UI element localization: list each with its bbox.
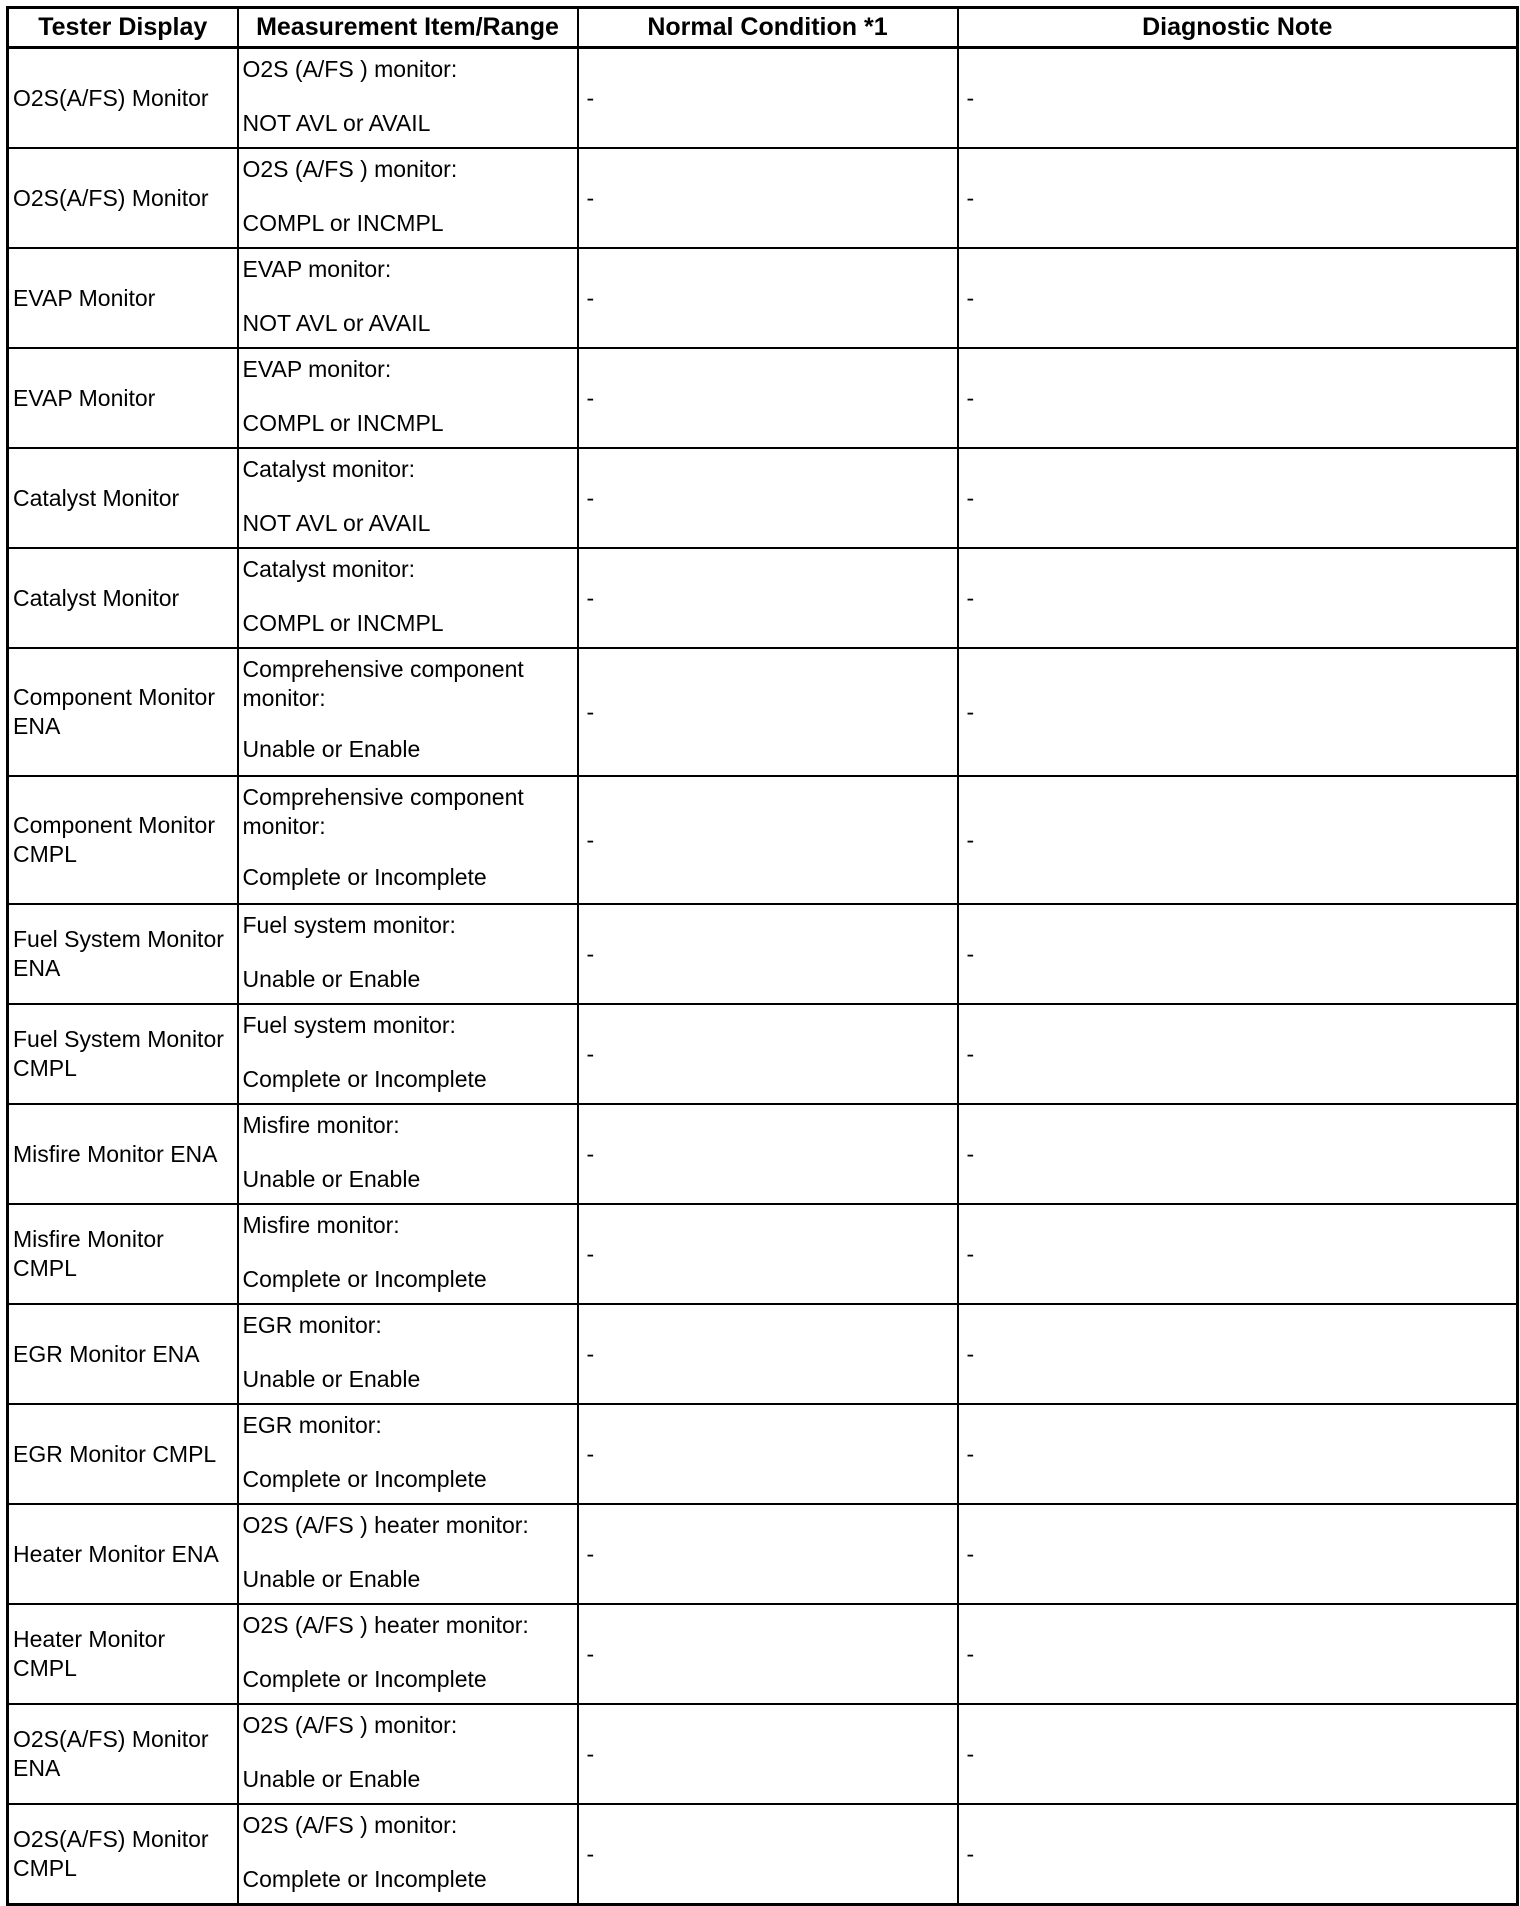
diagnostic-note-cell: - (958, 248, 1518, 348)
normal-condition-cell: - (578, 348, 958, 448)
measurement-cell (238, 1804, 578, 1905)
normal-condition-cell: - (578, 1704, 958, 1804)
header-measurement: Measurement Item/Range (238, 8, 578, 48)
measurement-item: Comprehensive component monitor: (242, 656, 524, 711)
diagnostic-note-cell: - (958, 1004, 1518, 1104)
table-row (8, 1604, 1518, 1704)
header-normal-condition: Normal Condition *1 (578, 8, 958, 48)
measurement-cell (238, 548, 578, 648)
measurement-cell (238, 148, 578, 248)
table-row (8, 148, 1518, 248)
tester-display-cell: Heater Monitor ENA (8, 1504, 238, 1604)
table-row (8, 1004, 1518, 1104)
table-row (8, 48, 1518, 149)
table-row (8, 1704, 1518, 1804)
diagnostic-note-cell: - (958, 1404, 1518, 1504)
table-row (8, 1104, 1518, 1204)
diagnostic-note-cell: - (958, 904, 1518, 1004)
tester-display-cell: Misfire Monitor ENA (8, 1104, 238, 1204)
diagnostic-note-cell: - (958, 348, 1518, 448)
tester-display-cell: O2S(A/FS) Monitor ENA (8, 1704, 238, 1804)
diagnostic-note-cell: - (958, 1504, 1518, 1604)
measurement-cell (238, 448, 578, 548)
table-row (8, 1204, 1518, 1304)
measurement-cell (238, 776, 578, 904)
measurement-cell (238, 1304, 578, 1404)
measurement-item: EVAP monitor: (242, 356, 392, 382)
tester-display-cell: EVAP Monitor (8, 248, 238, 348)
measurement-cell (238, 1104, 578, 1204)
measurement-cell (238, 1004, 578, 1104)
measurement-range: NOT AVL or AVAIL (242, 310, 431, 336)
table-row (8, 448, 1518, 548)
diagnostic-note-cell: - (958, 1204, 1518, 1304)
normal-condition-cell: - (578, 1204, 958, 1304)
measurement-cell (238, 248, 578, 348)
measurement-item: Catalyst monitor: (242, 456, 416, 482)
normal-condition-cell: - (578, 1104, 958, 1204)
table-row (8, 248, 1518, 348)
diagnostic-note-cell: - (958, 448, 1518, 548)
measurement-item: Fuel system monitor: (242, 1012, 456, 1038)
measurement-range: Unable or Enable (242, 1566, 421, 1592)
measurement-range: Complete or Incomplete (242, 1866, 487, 1892)
measurement-range: COMPL or INCMPL (242, 410, 444, 436)
measurement-range: Complete or Incomplete (242, 1666, 487, 1692)
diagnostic-note-cell: - (958, 1304, 1518, 1404)
measurement-item: EGR monitor: (242, 1312, 382, 1338)
measurement-cell (238, 1504, 578, 1604)
tester-display-cell: Catalyst Monitor (8, 448, 238, 548)
normal-condition-cell: - (578, 1404, 958, 1504)
measurement-range: Unable or Enable (242, 736, 421, 762)
measurement-item: O2S (A/FS ) heater monitor: (242, 1512, 529, 1538)
normal-condition-cell: - (578, 148, 958, 248)
header-tester-display: Tester Display (8, 8, 238, 48)
table-row (8, 776, 1518, 904)
measurement-range: Unable or Enable (242, 1166, 421, 1192)
table-row (8, 1304, 1518, 1404)
measurement-range: COMPL or INCMPL (242, 210, 444, 236)
normal-condition-cell: - (578, 1804, 958, 1905)
measurement-cell (238, 904, 578, 1004)
normal-condition-cell: - (578, 1504, 958, 1604)
measurement-item: Misfire monitor: (242, 1212, 400, 1238)
measurement-item: Comprehensive component monitor: (242, 784, 524, 839)
tester-display-cell: EVAP Monitor (8, 348, 238, 448)
table-row (8, 648, 1518, 776)
normal-condition-cell: - (578, 904, 958, 1004)
tester-display-cell: Component Monitor ENA (8, 648, 238, 776)
tester-display-table (6, 6, 1519, 1906)
tester-display-cell: O2S(A/FS) Monitor (8, 148, 238, 248)
normal-condition-cell: - (578, 548, 958, 648)
table-row (8, 904, 1518, 1004)
measurement-cell (238, 648, 578, 776)
table-header-row (8, 8, 1518, 48)
measurement-range: Unable or Enable (242, 1766, 421, 1792)
tester-display-cell: EGR Monitor CMPL (8, 1404, 238, 1504)
tester-display-cell: O2S(A/FS) Monitor CMPL (8, 1804, 238, 1905)
measurement-cell (238, 1704, 578, 1804)
measurement-item: EGR monitor: (242, 1412, 382, 1438)
measurement-range: Complete or Incomplete (242, 1466, 487, 1492)
tester-display-cell: Misfire Monitor CMPL (8, 1204, 238, 1304)
diagnostic-note-cell: - (958, 148, 1518, 248)
table-body (8, 48, 1518, 1905)
measurement-cell (238, 1404, 578, 1504)
normal-condition-cell: - (578, 648, 958, 776)
tester-display-cell: Fuel System Monitor ENA (8, 904, 238, 1004)
tester-display-cell: Component Monitor CMPL (8, 776, 238, 904)
tester-display-cell: Fuel System Monitor CMPL (8, 1004, 238, 1104)
measurement-range: NOT AVL or AVAIL (242, 510, 431, 536)
measurement-cell (238, 1204, 578, 1304)
measurement-item: Catalyst monitor: (242, 556, 416, 582)
measurement-item: EVAP monitor: (242, 256, 392, 282)
diagnostic-note-cell: - (958, 1704, 1518, 1804)
normal-condition-cell: - (578, 448, 958, 548)
normal-condition-cell: - (578, 776, 958, 904)
measurement-item: O2S (A/FS ) monitor: (242, 156, 458, 182)
measurement-range: Complete or Incomplete (242, 1066, 487, 1092)
table-row (8, 1804, 1518, 1905)
measurement-range: Unable or Enable (242, 1366, 421, 1392)
normal-condition-cell: - (578, 248, 958, 348)
tester-display-cell: Catalyst Monitor (8, 548, 238, 648)
measurement-cell (238, 348, 578, 448)
table-row (8, 1404, 1518, 1504)
diagnostic-note-cell: - (958, 648, 1518, 776)
table-row (8, 1504, 1518, 1604)
normal-condition-cell: - (578, 1604, 958, 1704)
measurement-cell (238, 1604, 578, 1704)
measurement-cell (238, 48, 578, 149)
diagnostic-note-cell: - (958, 1604, 1518, 1704)
measurement-item: O2S (A/FS ) monitor: (242, 1812, 458, 1838)
tester-display-cell: EGR Monitor ENA (8, 1304, 238, 1404)
diagnostic-note-cell: - (958, 1104, 1518, 1204)
normal-condition-cell: - (578, 48, 958, 149)
measurement-item: Fuel system monitor: (242, 912, 456, 938)
header-diagnostic-note: Diagnostic Note (958, 8, 1518, 48)
table-row (8, 348, 1518, 448)
measurement-item: Misfire monitor: (242, 1112, 400, 1138)
diagnostic-note-cell: - (958, 48, 1518, 149)
measurement-range: NOT AVL or AVAIL (242, 110, 431, 136)
measurement-range: Complete or Incomplete (242, 864, 487, 890)
measurement-item: O2S (A/FS ) monitor: (242, 56, 458, 82)
measurement-range: Unable or Enable (242, 966, 421, 992)
diagnostic-note-cell: - (958, 1804, 1518, 1905)
tester-display-cell: O2S(A/FS) Monitor (8, 48, 238, 149)
document-page (6, 6, 1516, 1906)
measurement-range: COMPL or INCMPL (242, 610, 444, 636)
diagnostic-note-cell: - (958, 776, 1518, 904)
measurement-range: Complete or Incomplete (242, 1266, 487, 1292)
normal-condition-cell: - (578, 1304, 958, 1404)
tester-display-cell: Heater Monitor CMPL (8, 1604, 238, 1704)
measurement-item: O2S (A/FS ) heater monitor: (242, 1612, 529, 1638)
diagnostic-note-cell: - (958, 548, 1518, 648)
normal-condition-cell: - (578, 1004, 958, 1104)
table-row (8, 548, 1518, 648)
measurement-item: O2S (A/FS ) monitor: (242, 1712, 458, 1738)
